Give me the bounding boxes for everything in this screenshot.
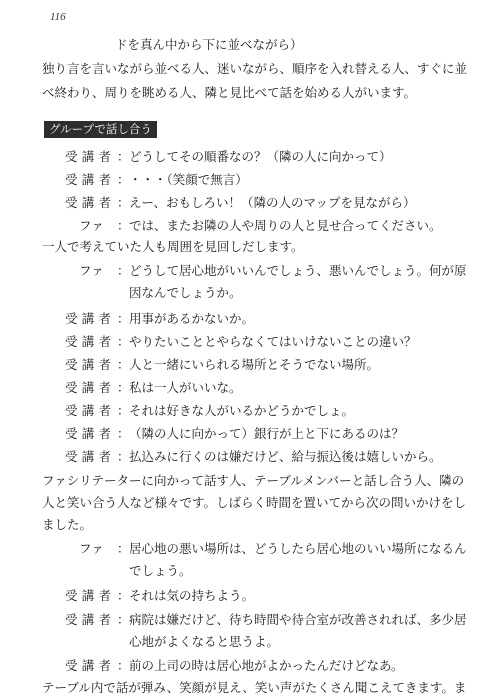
dialogue-line: 人と一緒にいられる場所とそうでない場所。 (129, 357, 380, 372)
speaker-label: ファ (79, 263, 104, 278)
speaker-label: 受講者 (65, 334, 111, 349)
dialogue-line: どうしてその順番なの？（隣の人に向かって） (129, 149, 392, 164)
dialogue-line: 前の上司の時は居心地がよかったんだけどなあ。 (129, 658, 404, 673)
dialogue-line: （隣の人に向かって）銀行が上と下にあるのは？ (129, 426, 405, 441)
speaker-colon: ： (117, 658, 130, 673)
speaker-colon: ： (117, 380, 130, 395)
narration-line: 人と笑い合う人など様々です。しばらく時間を置いてから次の問いかけをし (42, 495, 467, 510)
speaker-label: 受講者 (65, 612, 111, 627)
speaker-colon: ： (117, 426, 130, 441)
speaker-colon: ： (117, 311, 130, 326)
dialogue-line: 因なんでしょうか。 (129, 285, 242, 300)
narration-line: 一人で考えていた人も周囲を見回しだします。 (42, 239, 304, 254)
speaker-colon: ： (117, 403, 130, 418)
speaker-colon: ： (117, 263, 130, 278)
dialogue-line: でしょう。 (129, 563, 192, 578)
speaker-label: 受講者 (65, 357, 111, 372)
speaker-colon: ： (117, 172, 130, 187)
speaker-colon: ： (117, 541, 130, 556)
narration-line: ました。 (42, 517, 93, 532)
dialogue-line: やりたいこととやらなくてはいけないことの違い？ (129, 334, 417, 349)
dialogue-line: それは好きな人がいるかどうかでしょ。 (129, 403, 355, 418)
intro-line-1: ドを真ん中から下に並べながら） (115, 37, 303, 52)
speaker-label: 受講者 (65, 172, 111, 187)
speaker-colon: ： (117, 588, 130, 603)
speaker-label: 受講者 (65, 588, 111, 603)
speaker-label: 受講者 (65, 449, 111, 464)
speaker-label: 受講者 (65, 195, 111, 210)
dialogue-line: えー、おもしろい！（隣の人のマップを見ながら） (129, 195, 416, 210)
page-number: 116 (50, 11, 66, 23)
dialogue-line: 病院は嫌だけど、待ち時間や待合室が改善されれば、多少居 (129, 612, 467, 627)
speaker-label: 受講者 (65, 149, 111, 164)
dialogue-line: それは気の持ちよう。 (129, 588, 255, 603)
dialogue-line: 払込みに行くのは嫌だけど、給与振込後は嬉しいから。 (129, 449, 442, 464)
speaker-label: 受講者 (65, 658, 111, 673)
dialogue-line: どうして居心地がいいんでしょう、悪いんでしょう。何が原 (129, 263, 467, 278)
speaker-colon: ： (117, 218, 130, 233)
speaker-colon: ： (117, 334, 130, 349)
speaker-label: ファ (79, 218, 104, 233)
dialogue-line: 私は一人がいいな。 (129, 380, 242, 395)
speaker-label: 受講者 (65, 426, 111, 441)
speaker-colon: ： (117, 357, 130, 372)
speaker-colon: ： (117, 149, 130, 164)
dialogue-line: 用事があるかないか。 (129, 311, 255, 326)
speaker-label: 受講者 (65, 311, 111, 326)
dialogue-line: 心地がよくなると思うよ。 (129, 634, 280, 649)
section-heading: グループで話し合う (44, 121, 157, 138)
dialogue-line: では、またお隣の人や周りの人と見せ合ってください。 (129, 218, 442, 233)
dialogue-line: ・・・（笑顔で無言） (129, 172, 248, 187)
speaker-label: 受講者 (65, 403, 111, 418)
speaker-label: ファ (79, 541, 104, 556)
intro-line-3: べ終わり、周りを眺める人、隣と見比べて話を始める人がいます。 (42, 85, 417, 100)
speaker-label: 受講者 (65, 380, 111, 395)
intro-line-2: 独り言を言いながら並べる人、迷いながら、順序を入れ替える人、すぐに並 (42, 61, 468, 76)
dialogue-line: 居心地の悪い場所は、どうしたら居心地のいい場所になるん (129, 541, 467, 556)
closing-line: テーブル内で話が弾み、笑顔が見え、笑い声がたくさん聞こえてきます。ま (42, 680, 467, 695)
speaker-colon: ： (117, 195, 130, 210)
speaker-colon: ： (117, 449, 130, 464)
narration-line: ファシリテーターに向かって話す人、テーブルメンバーと話し合う人、隣の (42, 473, 465, 488)
speaker-colon: ： (117, 612, 130, 627)
